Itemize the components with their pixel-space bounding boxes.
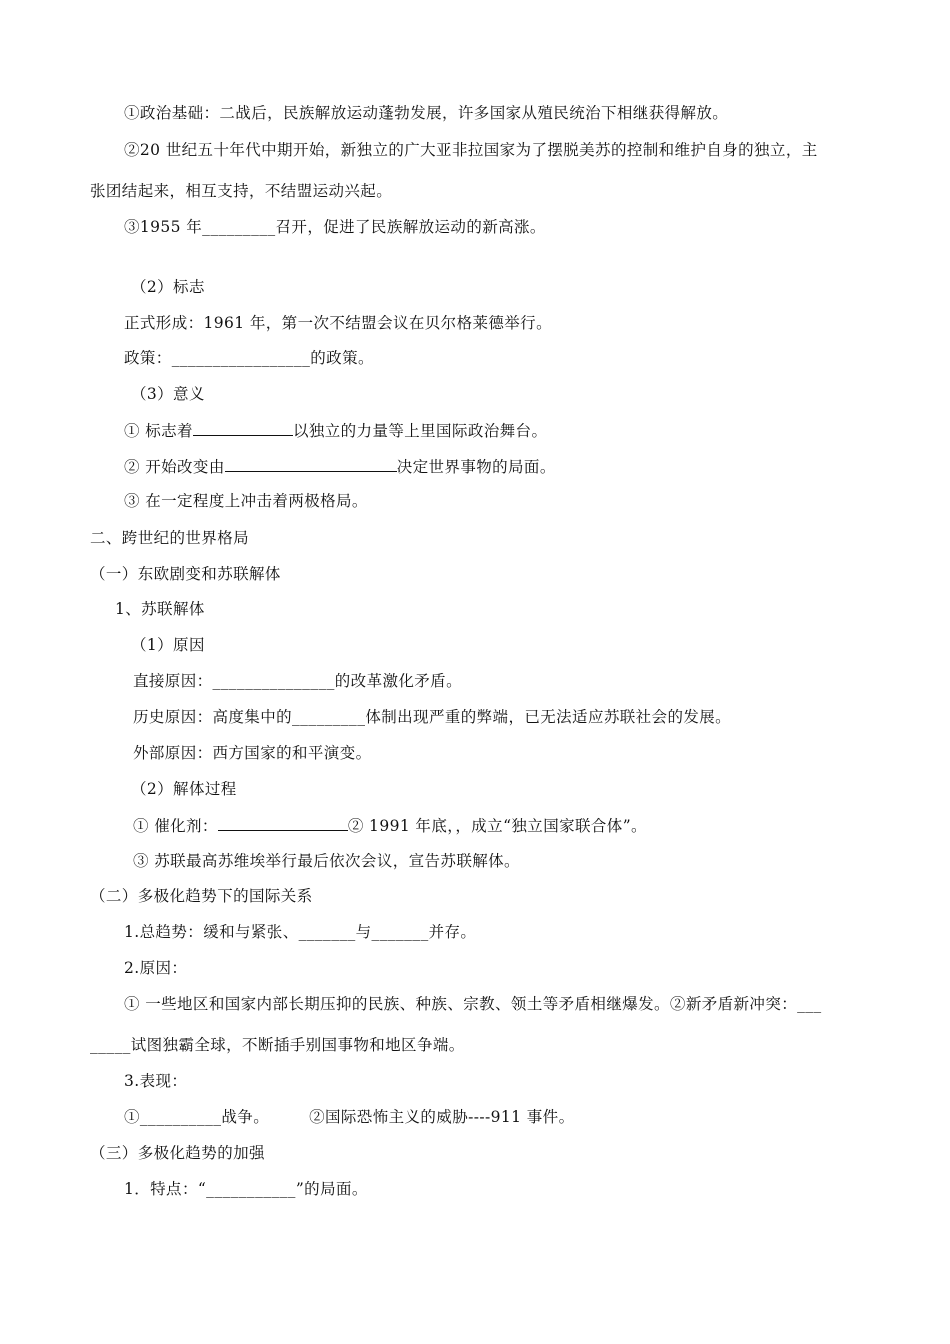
section-heading: （一）东欧剧变和苏联解体 (90, 565, 281, 583)
text-fragment: 以独立的力量等上里国际政治舞台。 (292, 422, 548, 440)
text-fragment: 决定世界事物的局面。 (396, 458, 556, 476)
section-heading: （三）多极化趋势的加强 (90, 1144, 265, 1162)
text-fragment: 直接原因：_______________ (133, 672, 335, 690)
text-line: 2.原因： (124, 959, 188, 977)
text-line (133, 707, 731, 727)
text-line (124, 420, 547, 441)
text-line: ③ 在一定程度上冲击着两极格局。 (124, 492, 368, 510)
text-fragment: 历史原因：高度集中的_________ (133, 708, 366, 726)
text-fragment: 政策：_________________ (124, 349, 311, 367)
text-line (133, 671, 462, 691)
text-line (124, 1107, 574, 1127)
blank-underline (193, 420, 293, 436)
text-line: 3.表现： (124, 1072, 188, 1090)
text-line: 正式形成：1961 年，第一次不结盟会议在贝尔格莱德举行。 (124, 314, 552, 332)
text-line: ③ 苏联最高苏维埃举行最后依次会议，宣告苏联解体。 (133, 852, 520, 870)
text-line (124, 1179, 368, 1199)
text-line (124, 217, 546, 237)
text-fragment: ② 1991 年底，，成立“独立国家联合体”。 (347, 817, 647, 835)
text-fragment: ② 开始改变由 (124, 458, 225, 476)
text-fragment: ① 催化剂： (133, 817, 218, 835)
text-fragment: 召开，促进了民族解放运动的新高涨。 (275, 218, 546, 236)
blank-underline (225, 456, 397, 472)
subheading: 1、苏联解体 (115, 600, 205, 618)
text-line: ①政治基础：二战后，民族解放运动蓬勃发展，许多国家从殖民统治下相继获得解放。 (124, 104, 729, 122)
text-line: 张团结起来，相互支持，不结盟运动兴起。 (90, 182, 393, 200)
text-fragment: 1．特点：“___________ (124, 1180, 296, 1198)
text-fragment: ① 标志着 (124, 422, 193, 440)
subheading: （1）原因 (131, 636, 205, 654)
text-fragment: 1.总趋势：缓和与紧张、_______ (124, 923, 356, 941)
text-line: ① 一些地区和国家内部长期压抑的民族、种族、宗教、领土等矛盾相继爆发。②新矛盾新冲突：___ (124, 995, 822, 1013)
text-fragment: ①__________ (124, 1108, 222, 1126)
text-line (124, 456, 556, 477)
text-fragment: 战争。 (221, 1108, 270, 1126)
text-fragment: ”的局面。 (295, 1180, 368, 1198)
subheading: （2）解体过程 (131, 780, 237, 798)
text-line: ②20 世纪五十年代中期开始，新独立的广大亚非拉国家为了摆脱美苏的控制和维护自身的独立，主 (124, 141, 818, 159)
subheading: （2）标志 (131, 278, 205, 296)
text-fragment: _____ (90, 1036, 131, 1054)
subheading: （3）意义 (131, 385, 205, 403)
text-fragment: 试图独霸全球，不断插手别国事物和地区争端。 (130, 1036, 465, 1054)
text-line (124, 922, 476, 942)
text-fragment: 体制出现严重的弊端，已无法适应苏联社会的发展。 (365, 708, 732, 726)
text-fragment: ②国际恐怖主义的威胁----911 事件。 (309, 1108, 575, 1126)
text-line (133, 815, 647, 836)
section-heading: 二、跨世纪的世界格局 (90, 529, 250, 547)
text-line: 外部原因：西方国家的和平演变。 (133, 744, 372, 762)
text-fragment: 的政策。 (310, 349, 374, 367)
blank-underline (218, 815, 348, 831)
text-line (90, 1035, 465, 1055)
text-fragment: 的改革激化矛盾。 (334, 672, 462, 690)
text-fragment: ③1955 年_________ (124, 218, 276, 236)
section-heading: （二）多极化趋势下的国际关系 (90, 887, 313, 905)
text-fragment: 并存。 (428, 923, 477, 941)
text-fragment: 与_______ (355, 923, 429, 941)
text-line (124, 348, 374, 368)
